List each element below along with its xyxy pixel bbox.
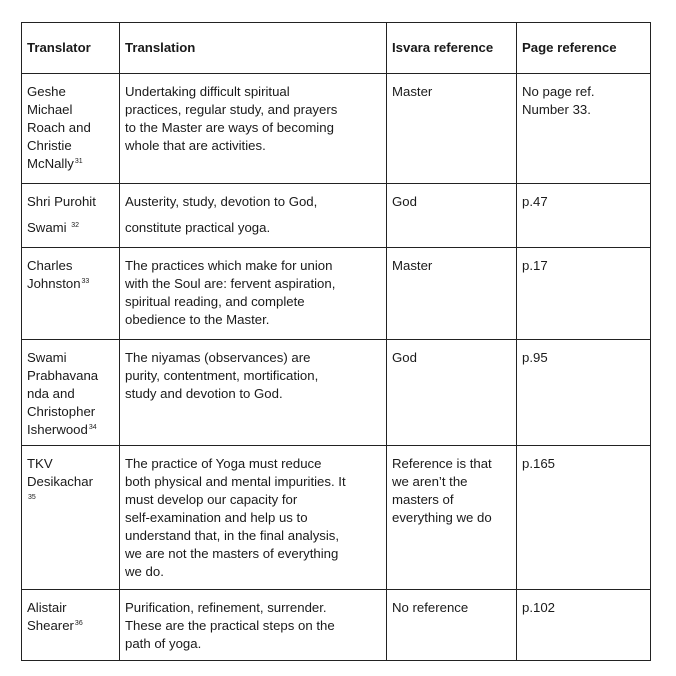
table-row <box>22 340 651 446</box>
translator-cell <box>22 248 120 340</box>
header-row <box>22 23 651 74</box>
translator-name: Swami Prabhavana nda and Christopher Isherwood <box>27 350 99 437</box>
isvara-cell: Master <box>387 248 517 340</box>
table-row <box>22 184 651 248</box>
footnote-ref: 32 <box>71 222 80 229</box>
page-cell: p.165 <box>517 446 651 590</box>
translation-cell: The niyamas (observances) are purity, contentment, mortification, study and devotion to God. <box>120 340 387 446</box>
translator-name: Charles Johnston <box>27 258 81 291</box>
page-cell: p.17 <box>517 248 651 340</box>
translator-cell <box>22 74 120 184</box>
translation-cell: The practice of Yoga must reduce both physical and mental impurities. It must develop our capacity for self-examination and help us to understand that, in the final analysis, we are not the masters of everything we do. <box>120 446 387 590</box>
footnote-ref: 34 <box>88 424 97 431</box>
header-translation: Translation <box>120 23 387 74</box>
table-row <box>22 446 651 590</box>
header-page-reference: Page reference <box>517 23 651 74</box>
isvara-cell: Reference is that we aren’t the masters of everything we do <box>387 446 517 590</box>
table-row <box>22 590 651 661</box>
isvara-cell: God <box>387 340 517 446</box>
isvara-cell: Master <box>387 74 517 184</box>
translation-cell: Austerity, study, devotion to God, constitute practical yoga. <box>120 184 387 248</box>
footnote-ref: 33 <box>81 278 90 285</box>
page-cell: No page ref. Number 33. <box>517 74 651 184</box>
translator-name: Alistair Shearer <box>27 600 74 633</box>
table-row <box>22 74 651 184</box>
translation-cell: Purification, refinement, surrender. These are the practical steps on the path of yoga. <box>120 590 387 661</box>
translator-name: Geshe Michael Roach and Christie McNally <box>27 84 91 171</box>
translations-table <box>21 22 651 661</box>
footnote-ref: 31 <box>74 158 83 165</box>
translator-cell <box>22 590 120 661</box>
translator-name: Shri Purohit Swami <box>27 194 96 235</box>
table-row <box>22 248 651 340</box>
footnote-ref: 35 <box>28 494 36 501</box>
isvara-cell: God <box>387 184 517 248</box>
translator-cell <box>22 446 120 590</box>
isvara-cell: No reference <box>387 590 517 661</box>
translator-name: TKV Desikachar <box>27 456 93 489</box>
translator-cell <box>22 184 120 248</box>
translator-cell <box>22 340 120 446</box>
header-isvara-reference: Isvara reference <box>387 23 517 74</box>
footnote-ref: 36 <box>74 620 83 627</box>
page-cell: p.95 <box>517 340 651 446</box>
translation-cell: Undertaking difficult spiritual practices, regular study, and prayers to the Master are ways of becoming whole that are activities. <box>120 74 387 184</box>
translation-cell: The practices which make for union with the Soul are: fervent aspiration, spiritual reading, and complete obedience to the Master. <box>120 248 387 340</box>
header-translator: Translator <box>22 23 120 74</box>
page-cell: p.47 <box>517 184 651 248</box>
page-cell: p.102 <box>517 590 651 661</box>
